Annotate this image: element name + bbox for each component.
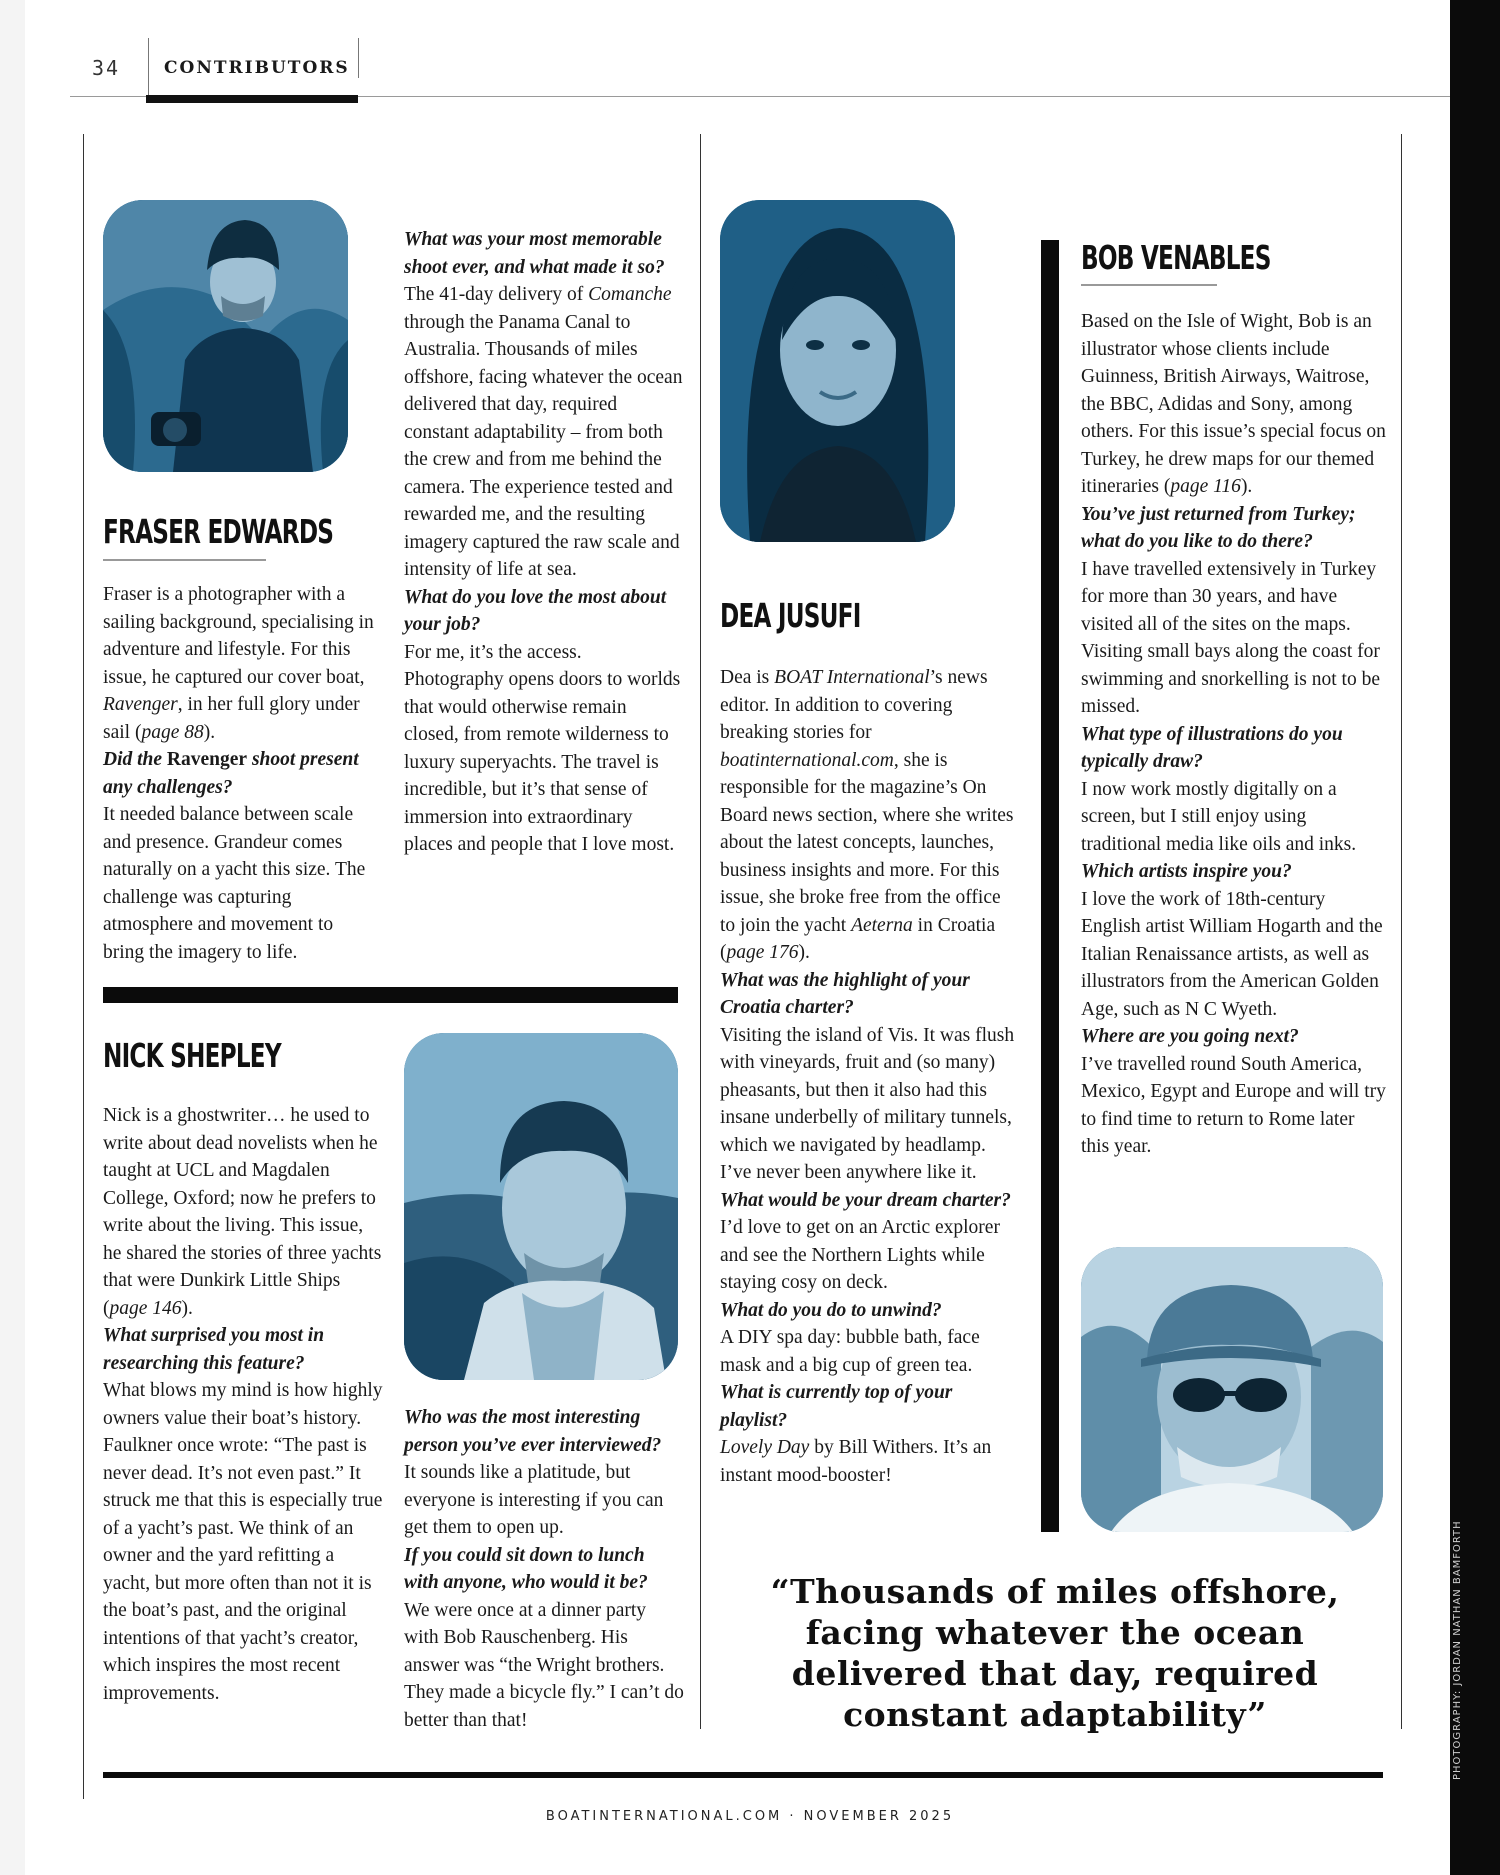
- bob-answer-3: I love the work of 18th-century English artist William Hogarth and the Italian Renaissance artists, as well as illustrators from the American Golden Age, such as N C Wyeth.: [1081, 888, 1383, 1020]
- bob-answer-4: I’ve travelled round South America, Mexico, Egypt and Europe and will try to find time to return to Rome later this year.: [1081, 1053, 1386, 1157]
- bob-venables-photo: [1081, 1247, 1383, 1532]
- nick-question-2: Who was the most interesting person you’ve ever interviewed?: [404, 1407, 662, 1456]
- fraser-intro: Fraser is a photographer with a sailing background, specialising in adventure and lifestyle. For this issue, he captured our cover boat, Ravenger, in her full glory under sail (page 88).: [103, 584, 374, 743]
- bob-question-2: What type of illustrations do you typically draw?: [1081, 723, 1343, 772]
- name-underline: [1081, 284, 1217, 286]
- dea-question-3: What do you do to unwind?: [720, 1299, 942, 1321]
- section-title: CONTRIBUTORS: [164, 58, 350, 78]
- fraser-edwards-bio-continued: [404, 226, 684, 859]
- bob-venables-name: BOB VENABLES: [1081, 238, 1271, 277]
- bob-question-1: You’ve just returned from Turkey; what do you like to do there?: [1081, 503, 1356, 552]
- fraser-question-2: What was your most memorable shoot ever, and what made it so?: [404, 229, 665, 278]
- dea-question-2: What would be your dream charter?: [720, 1189, 1011, 1211]
- nick-shepley-bio-continued: [404, 1404, 684, 1734]
- column-rule-right: [1401, 134, 1402, 1729]
- nick-shepley-name: NICK SHEPLEY: [103, 1036, 281, 1075]
- name-underline: [103, 559, 266, 561]
- page-number: 34: [92, 56, 121, 80]
- nick-shepley-photo: [404, 1033, 678, 1380]
- fraser-answer-3: For me, it’s the access. Photography opens doors to worlds that would otherwise remain closed, from remote wilderness to luxury superyachts. The travel is incredible, but it’s that sense of immersion into extraordinary places and people that I love most.: [404, 641, 681, 855]
- header-divider: [148, 38, 149, 98]
- bob-venables-side-bar: [1041, 240, 1059, 1532]
- bottom-rule: [103, 1772, 1383, 1778]
- fraser-answer-1: It needed balance between scale and presence. Grandeur comes naturally on a yacht this size. The challenge was capturing atmosphere and movement to bring the imagery to life.: [103, 804, 366, 963]
- bob-answer-2: I now work mostly digitally on a screen, but I still enjoy using traditional media like oils and inks.: [1081, 778, 1357, 855]
- dea-jusufi-photo: [720, 200, 955, 542]
- fraser-edwards-photo: [103, 200, 348, 472]
- header-divider: [358, 38, 359, 78]
- bob-answer-1: I have travelled extensively in Turkey for more than 30 years, and have visited all of the sites on the maps. Visiting small bays along the coast for swimming and snorkelling is not to be missed.: [1081, 558, 1380, 717]
- dea-question-1: What was the highlight of your Croatia charter?: [720, 969, 970, 1018]
- dea-answer-2: I’d love to get on an Arctic explorer and see the Northern Lights while staying cosy on deck.: [720, 1217, 1000, 1293]
- dea-jusufi-bio: [720, 664, 1015, 1489]
- footer: BOATINTERNATIONAL.COM · NOVEMBER 2025: [545, 1809, 955, 1824]
- photo-credit: PHOTOGRAPHY: JORDAN NATHAN BAMFORTH: [1452, 1520, 1463, 1780]
- fraser-edwards-name: FRASER EDWARDS: [103, 512, 334, 551]
- nick-answer-2: It sounds like a platitude, but everyone is interesting if you can get them to open up.: [404, 1462, 664, 1538]
- fraser-question-1: Did the Ravenger shoot present any challenges?: [103, 749, 359, 798]
- bob-question-4: Where are you going next?: [1081, 1026, 1299, 1047]
- page-edge: [0, 0, 25, 1875]
- section-tab-bar: [146, 95, 358, 103]
- column-rule-middle: [700, 134, 701, 1729]
- column-rule-left: [83, 134, 84, 1799]
- nick-shepley-bio: [103, 1102, 383, 1707]
- section-divider-bar: [103, 987, 678, 1003]
- nick-question-1: What surprised you most in researching this feature?: [103, 1325, 325, 1374]
- fraser-answer-2: The 41-day delivery of Comanche through the Panama Canal to Australia. Thousands of miles offshore, facing whatever the ocean delivered that day, required constant adaptability – from both the crew and from me behind the camera. The experience tested and rewarded me, and the resulting imagery captured the raw scale and intensity of life at sea.: [404, 284, 683, 580]
- nick-answer-3: We were once at a dinner party with Bob Rauschenberg. His answer was “the Wright brothers. They made a bicycle fly.” I can’t do better than that!: [404, 1599, 684, 1731]
- fraser-question-3: What do you love the most about your job?: [404, 586, 667, 635]
- fraser-edwards-bio: [103, 581, 378, 966]
- nick-intro: Nick is a ghostwriter… he used to write about dead novelists when he taught at UCL and Magdalen College, Oxford; now he prefers to write about the living. This issue, he shared the stories of three yachts that were Dunkirk Little Ships (page 146).: [103, 1105, 382, 1319]
- nick-question-3: If you could sit down to lunch with anyone, who would it be?: [404, 1544, 648, 1593]
- dea-jusufi-name: DEA JUSUFI: [720, 596, 861, 635]
- dea-answer-1: Visiting the island of Vis. It was flush with vineyards, fruit and (so many) pheasants, but then it also had this insane underbelly of military tunnels, which we navigated by headlamp. I’ve never been anywhere like it.: [720, 1024, 1015, 1183]
- nick-answer-1: What blows my mind is how highly owners value their boat’s history. Faulkner once wrote: “The past is never dead. It’s not even past.” It struck me that this is especially true of a yacht’s past. We think of an owner and the yard refitting a yacht, but more often than not it is the boat’s past, and the original intentions of that yacht’s creator, which inspires the most recent improvements.: [103, 1380, 383, 1704]
- dea-intro: Dea is BOAT International’s news editor. In addition to covering breaking stories for boatinternational.com, she is responsible for the magazine’s On Board news section, where she writes about the latest concepts, launches, business insights and more. For this issue, she broke free from the office to join the yacht Aeterna in Croatia (page 176).: [720, 667, 1014, 963]
- pull-quote: “Thousands of miles offshore, facing whatever the ocean delivered that day, required constant adaptability”: [770, 1572, 1340, 1734]
- dea-answer-3: A DIY spa day: bubble bath, face mask and a big cup of green tea.: [720, 1327, 980, 1376]
- bob-intro: Based on the Isle of Wight, Bob is an illustrator whose clients include Guinness, British Airways, Waitrose, the BBC, Adidas and Sony, among others. For this issue’s special focus on Turkey, he drew maps for our themed itineraries (page 116).: [1081, 311, 1386, 497]
- dea-answer-4: Lovely Day by Bill Withers. It’s an instant mood-booster!: [720, 1437, 992, 1486]
- bob-venables-bio: [1081, 308, 1386, 1161]
- dea-question-4: What is currently top of your playlist?: [720, 1382, 953, 1431]
- bob-question-3: Which artists inspire you?: [1081, 861, 1292, 882]
